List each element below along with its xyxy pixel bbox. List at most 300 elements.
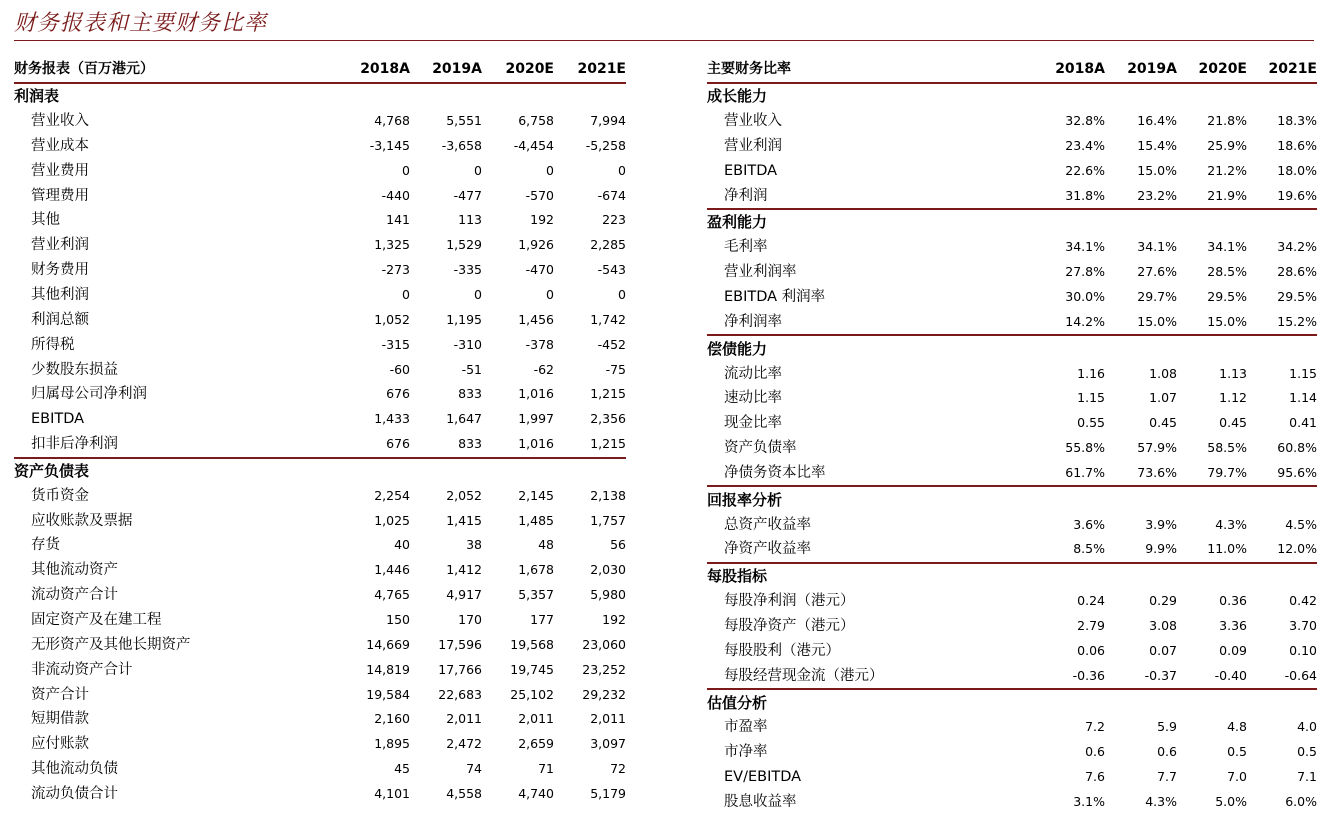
year-header: 2019A [1105,57,1177,83]
year-header: 2020E [482,57,554,83]
row-label: EBITDA [724,162,778,179]
value-cell: 1,025 [374,512,410,528]
value-cell [410,83,482,109]
value-cell [1177,563,1247,589]
section-row [707,689,1317,715]
value-cell: 3.1% [1073,793,1105,809]
value-cell: 7.1 [1297,769,1317,785]
row-label: 营业利润 [724,137,782,154]
value-cell: 7.6 [1085,769,1105,785]
value-cell: -51 [461,361,482,377]
value-cell: 3.6% [1073,516,1105,532]
table-row [707,285,1317,310]
row-label: 存货 [31,537,60,554]
table-row [14,109,626,134]
value-cell: -3,658 [441,137,482,153]
section-row [707,83,1317,109]
row-label: 总资产收益率 [724,516,811,533]
year-header: 2021E [554,57,626,83]
row-label: 流动资产合计 [31,587,118,604]
table-row [14,407,626,432]
value-cell [1105,486,1177,512]
row-label: 速动比率 [724,390,782,407]
value-cell: 0 [618,162,626,178]
value-cell [1105,689,1177,715]
value-cell: 5,179 [590,785,626,801]
table-row [14,657,626,682]
value-cell: 17,596 [438,636,482,652]
value-cell: 34.1% [1137,239,1177,255]
value-cell: 79.7% [1177,461,1247,487]
value-cell: -0.64 [1247,663,1317,689]
value-cell: 22,683 [438,686,482,702]
row-label: 市净率 [724,744,768,761]
row-label: 财务费用 [31,262,89,279]
value-cell: 2,254 [374,487,410,503]
value-cell: 177 [530,611,554,627]
value-cell: 1.14 [1289,390,1317,406]
value-cell: 833 [410,432,482,458]
value-cell: 2.79 [1077,617,1105,633]
value-cell: -452 [597,336,626,352]
row-label: 其他利润 [31,287,89,304]
value-cell: 2,356 [590,411,626,427]
value-cell: -0.40 [1177,663,1247,689]
value-cell: 60.8% [1277,440,1317,456]
value-cell: 1,647 [446,411,482,427]
value-cell: 1,433 [374,411,410,427]
value-cell: 1,742 [590,311,626,327]
value-cell: -273 [381,262,410,278]
financial-ratios-table [707,57,1317,814]
value-cell: 0.42 [1289,593,1317,609]
value-cell: 19,584 [366,686,410,702]
value-cell: 2,011 [590,711,626,727]
value-cell: 7.2 [1085,719,1105,735]
table-row [707,235,1317,260]
table-row [707,715,1317,740]
section-title: 成长能力 [707,87,768,106]
table-row [14,183,626,208]
row-label: 应付账款 [31,736,89,753]
value-cell: 4.3% [1145,793,1177,809]
value-cell [1037,83,1105,109]
table-row [707,109,1317,134]
table-header-row [14,57,626,83]
value-cell: 0 [474,287,482,303]
table-row [14,608,626,633]
value-cell: 12.0% [1247,537,1317,563]
row-label: 利润总额 [31,311,89,328]
value-cell [1037,335,1105,361]
value-cell: 0.29 [1149,593,1177,609]
value-cell: 170 [458,611,482,627]
value-cell: 0.10 [1289,642,1317,658]
year-header: 2019A [410,57,482,83]
value-cell: 57.9% [1137,440,1177,456]
value-cell [1247,486,1317,512]
value-cell: 1,997 [518,411,554,427]
value-cell: 2,030 [590,562,626,578]
value-cell: 40 [394,537,410,553]
value-cell: 32.8% [1065,113,1105,129]
value-cell: 0 [546,287,554,303]
value-cell [1177,209,1247,235]
value-cell: 48 [538,537,554,553]
table-row [14,432,626,458]
section-row [707,209,1317,235]
value-cell [1037,563,1105,589]
value-cell: 23.2% [1105,183,1177,209]
table-row [14,781,626,806]
value-cell: 2,138 [590,487,626,503]
value-cell [1105,83,1177,109]
page-title: 财务报表和主要财务比率 [14,11,268,36]
value-cell: 1,016 [518,386,554,402]
value-cell [1247,83,1317,109]
table-row [707,183,1317,209]
value-cell: 7,994 [590,113,626,129]
value-cell: 2,052 [446,487,482,503]
value-cell: 25,102 [510,686,554,702]
value-cell: 61.7% [1037,461,1105,487]
value-cell: 1.08 [1149,365,1177,381]
value-cell: 676 [344,432,410,458]
row-label: 净利润 [707,183,1037,209]
value-cell [1247,689,1317,715]
value-cell: 1,456 [518,311,554,327]
table-row [707,411,1317,436]
value-cell: 4.3% [1215,516,1247,532]
row-label: 扣非后净利润 [14,432,344,458]
value-cell: 19,568 [510,636,554,652]
value-cell: 2,659 [518,736,554,752]
value-cell: 21.8% [1207,113,1247,129]
value-cell: 15.0% [1177,309,1247,335]
value-cell: 11.0% [1177,537,1247,563]
value-cell [1177,689,1247,715]
value-cell: 1,052 [374,311,410,327]
value-cell: 16.4% [1137,113,1177,129]
table-row [707,740,1317,765]
row-label: 净资产收益率 [707,537,1037,563]
value-cell: 45 [394,761,410,777]
value-cell: 1.07 [1149,390,1177,406]
value-cell: 4,558 [446,785,482,801]
value-cell: 71 [538,761,554,777]
row-label: 营业收入 [724,113,782,130]
value-cell: 38 [466,537,482,553]
value-cell [1037,209,1105,235]
value-cell: 18.6% [1277,137,1317,153]
value-cell: 31.8% [1037,183,1105,209]
value-cell: 1,678 [518,562,554,578]
section-title: 利润表 [14,87,60,106]
value-cell: 34.2% [1277,239,1317,255]
value-cell: 0 [474,162,482,178]
value-cell: 18.0% [1277,162,1317,178]
value-cell [344,83,410,109]
value-cell: 21.9% [1177,183,1247,209]
table-row [707,589,1317,614]
table-row [14,208,626,233]
value-cell: -440 [381,187,410,203]
value-cell: 0.09 [1219,642,1247,658]
value-cell: 19,745 [510,661,554,677]
value-cell: 2,285 [590,237,626,253]
table-row [14,682,626,707]
value-cell: 5.9 [1157,719,1177,735]
table-row [707,638,1317,663]
row-label: 其他流动资产 [31,562,118,579]
value-cell: 192 [530,212,554,228]
row-label: 非流动资产合计 [31,661,133,678]
year-header: 2018A [1037,57,1105,83]
row-label: 每股股利（港元） [724,642,840,659]
value-cell: 0.07 [1149,642,1177,658]
table-row [707,614,1317,639]
value-cell: 1,926 [518,237,554,253]
value-cell: 0 [402,287,410,303]
value-cell: 73.6% [1105,461,1177,487]
table-row [14,508,626,533]
value-cell: -4,454 [513,137,554,153]
value-cell: 19.6% [1247,183,1317,209]
table-row [14,357,626,382]
value-cell [554,458,626,484]
value-cell: 5,980 [590,587,626,603]
value-cell: 14,819 [366,661,410,677]
table-row [14,258,626,283]
value-cell [482,83,554,109]
row-label: 毛利率 [724,239,768,256]
value-cell: 0.41 [1289,415,1317,431]
value-cell: 2,472 [446,736,482,752]
value-cell [1177,83,1247,109]
value-cell [1247,563,1317,589]
value-cell: 5,357 [518,587,554,603]
row-label: 每股净资产（港元） [724,617,855,634]
row-label: 所得税 [31,336,75,353]
value-cell: 676 [386,386,410,402]
value-cell: 17,766 [438,661,482,677]
value-cell: 1,215 [554,432,626,458]
value-cell [554,83,626,109]
value-cell: 223 [602,212,626,228]
value-cell: 1,446 [374,562,410,578]
value-cell: 0.24 [1077,593,1105,609]
value-cell: 7.7 [1157,769,1177,785]
value-cell: 0.06 [1077,642,1105,658]
value-cell: 3.36 [1219,617,1247,633]
value-cell: 23,060 [582,636,626,652]
value-cell: 1,757 [590,512,626,528]
value-cell: 0.5 [1227,744,1247,760]
table-row [707,260,1317,285]
value-cell: 15.4% [1137,137,1177,153]
value-cell: 1,325 [374,237,410,253]
value-cell: 1,485 [518,512,554,528]
value-cell: 29.5% [1277,289,1317,305]
value-cell: 4,917 [446,587,482,603]
row-label: 少数股东损益 [31,361,118,378]
value-cell: 1.12 [1219,390,1247,406]
value-cell: 27.6% [1137,264,1177,280]
section-title: 回报率分析 [707,490,783,509]
table-row [14,558,626,583]
table-row [14,307,626,332]
value-cell: 2,011 [446,711,482,727]
value-cell: 25.9% [1207,137,1247,153]
value-cell: 95.6% [1247,461,1317,487]
table-row [707,663,1317,689]
value-cell: -5,258 [585,137,626,153]
table-row [707,461,1317,487]
table-row [14,158,626,183]
value-cell [1105,209,1177,235]
value-cell: 15.0% [1105,309,1177,335]
section-title: 偿债能力 [707,339,768,358]
title-divider [14,40,1314,41]
value-cell: 1.16 [1077,365,1105,381]
value-cell: 1.15 [1077,390,1105,406]
table-row [707,765,1317,790]
value-cell: 0.55 [1077,415,1105,431]
value-cell: 113 [458,212,482,228]
value-cell [1037,689,1105,715]
year-header: 2021E [1247,57,1317,83]
value-cell: 4,765 [374,587,410,603]
section-title: 估值分析 [707,693,768,712]
value-cell: -378 [525,336,554,352]
value-cell: 1.15 [1289,365,1317,381]
value-cell: 1,215 [590,386,626,402]
value-cell: -60 [389,361,410,377]
table-header-row [707,57,1317,83]
value-cell: 34.1% [1065,239,1105,255]
value-cell: 4.5% [1285,516,1317,532]
value-cell: 2,160 [374,711,410,727]
value-cell: 9.9% [1105,537,1177,563]
value-cell: 1,195 [446,311,482,327]
row-label: 归属母公司净利润 [31,386,147,403]
value-cell: 5.0% [1215,793,1247,809]
value-cell: 0.45 [1149,415,1177,431]
value-cell: 14,669 [366,636,410,652]
table-row [14,382,626,407]
table-row [14,233,626,258]
value-cell: 27.8% [1065,264,1105,280]
value-cell: -477 [453,187,482,203]
value-cell: 3.9% [1145,516,1177,532]
table-row [14,757,626,782]
row-label: 短期借款 [31,711,89,728]
value-cell: 3.70 [1289,617,1317,633]
row-label: 货币资金 [31,487,89,504]
value-cell: 6,758 [518,113,554,129]
value-cell: 0.36 [1219,593,1247,609]
value-cell [1037,486,1105,512]
value-cell: 3.08 [1149,617,1177,633]
value-cell: 4,101 [374,785,410,801]
row-label: 营业收入 [31,113,89,130]
value-cell: 3,097 [590,736,626,752]
value-cell: 1,529 [446,237,482,253]
row-label: 营业成本 [31,137,89,154]
value-cell: 7.0 [1227,769,1247,785]
value-cell: 1,412 [446,562,482,578]
value-cell: 4.8 [1227,719,1247,735]
row-label: 资产负债率 [724,440,797,457]
row-label: 其他流动负债 [31,761,118,778]
value-cell [1247,335,1317,361]
row-label: 其他 [31,212,60,229]
table-row [707,789,1317,814]
value-cell: 150 [386,611,410,627]
value-cell: 192 [602,611,626,627]
table-header-label: 财务报表（百万港元） [14,57,344,83]
value-cell: 56 [610,537,626,553]
value-cell: 74 [466,761,482,777]
value-cell: 30.0% [1065,289,1105,305]
table-row [707,158,1317,183]
value-cell: 28.5% [1207,264,1247,280]
value-cell: 6.0% [1285,793,1317,809]
value-cell: 0 [618,287,626,303]
value-cell [482,458,554,484]
table-row [14,707,626,732]
table-row [14,283,626,308]
row-label: EBITDA 利润率 [724,289,826,306]
row-label: 固定资产及在建工程 [31,611,162,628]
table-row [707,386,1317,411]
value-cell: 15.0% [1137,162,1177,178]
table-row [14,732,626,757]
value-cell: 5,551 [446,113,482,129]
table-row [14,583,626,608]
row-label: 净债务资本比率 [707,461,1037,487]
value-cell: 2,011 [518,711,554,727]
section-title: 盈利能力 [707,213,768,232]
value-cell: -470 [525,262,554,278]
table-row [14,483,626,508]
table-row [707,134,1317,159]
financial-statements-table [14,57,626,806]
value-cell: 8.5% [1037,537,1105,563]
value-cell: -335 [453,262,482,278]
value-cell: 23.4% [1065,137,1105,153]
value-cell: 29.7% [1137,289,1177,305]
value-cell: 22.6% [1065,162,1105,178]
table-row [14,632,626,657]
value-cell: 0.6 [1085,744,1105,760]
value-cell: 0 [546,162,554,178]
table-row [14,134,626,159]
row-label: 流动负债合计 [31,785,118,802]
section-row [14,458,626,484]
value-cell: 15.2% [1247,309,1317,335]
table-row [707,309,1317,335]
value-cell: 58.5% [1207,440,1247,456]
year-header: 2018A [344,57,410,83]
value-cell: 2,145 [518,487,554,503]
value-cell: 18.3% [1277,113,1317,129]
value-cell: 1,016 [482,432,554,458]
section-row [707,335,1317,361]
value-cell: 29.5% [1207,289,1247,305]
value-cell: 0.6 [1157,744,1177,760]
row-label: 营业利润率 [724,264,797,281]
